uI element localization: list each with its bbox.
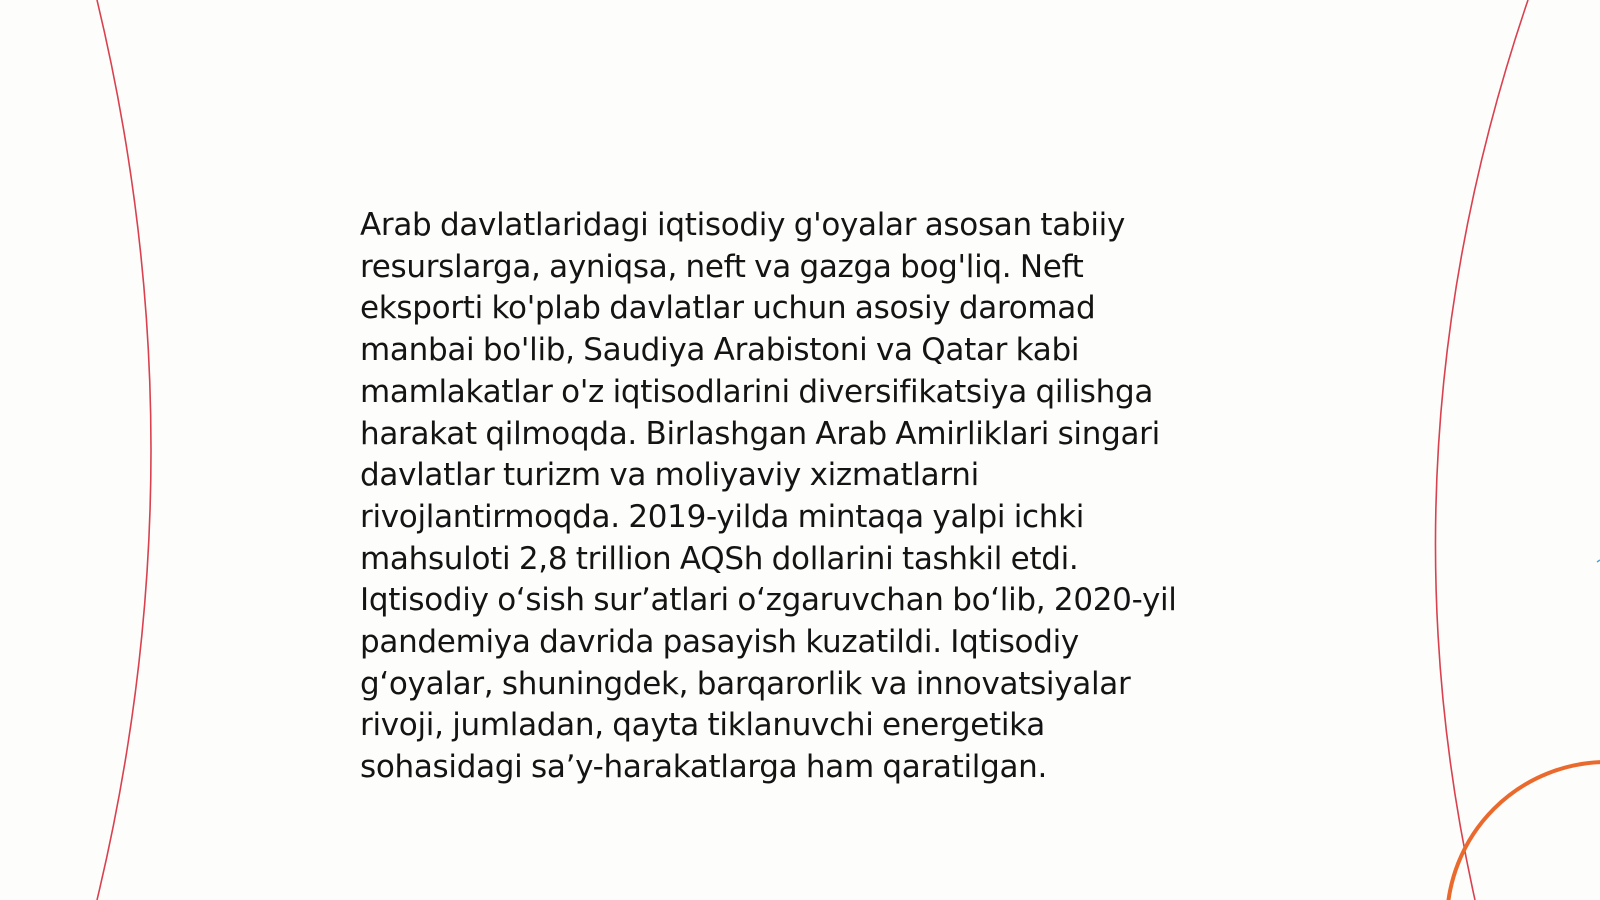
left-arc-line bbox=[97, 0, 151, 900]
body-paragraph: Arab davlatlaridagi iqtisodiy g'oyalar asosan tabiiy resurslarga, ayniqsa, neft va gazga bog'liq. Neft eksporti ko'plab davlatlar uchun asosiy daromad manbai bo'lib, Saudiya Arabistoni va Qatar kabi mamlakatlar o'z iqtisodlarini diversifikatsiya qilishga harakat qilmoqda. Birlashgan Arab Amirliklari singari davlatlar turizm va moliyaviy xizmatlarni rivojlantirmoqda. 2019-yilda mintaqa yalpi ichki mahsuloti 2,8 trillion AQSh dollarini tashkil etdi. Iqtisodiy o‘sish sur’atlari o‘zgaruvchan bo‘lib, 2020-yil pandemiya davrida pasayish kuzatildi. Iqtisodiy g‘oyalar, shuningdek, barqarorlik va innovatsiyalar rivoji, jumladan, qayta tiklanuvchi energetika sohasidagi sa’y-harakatlarga ham qaratilgan. bbox=[360, 207, 1177, 786]
right-arc-line bbox=[1435, 0, 1528, 900]
